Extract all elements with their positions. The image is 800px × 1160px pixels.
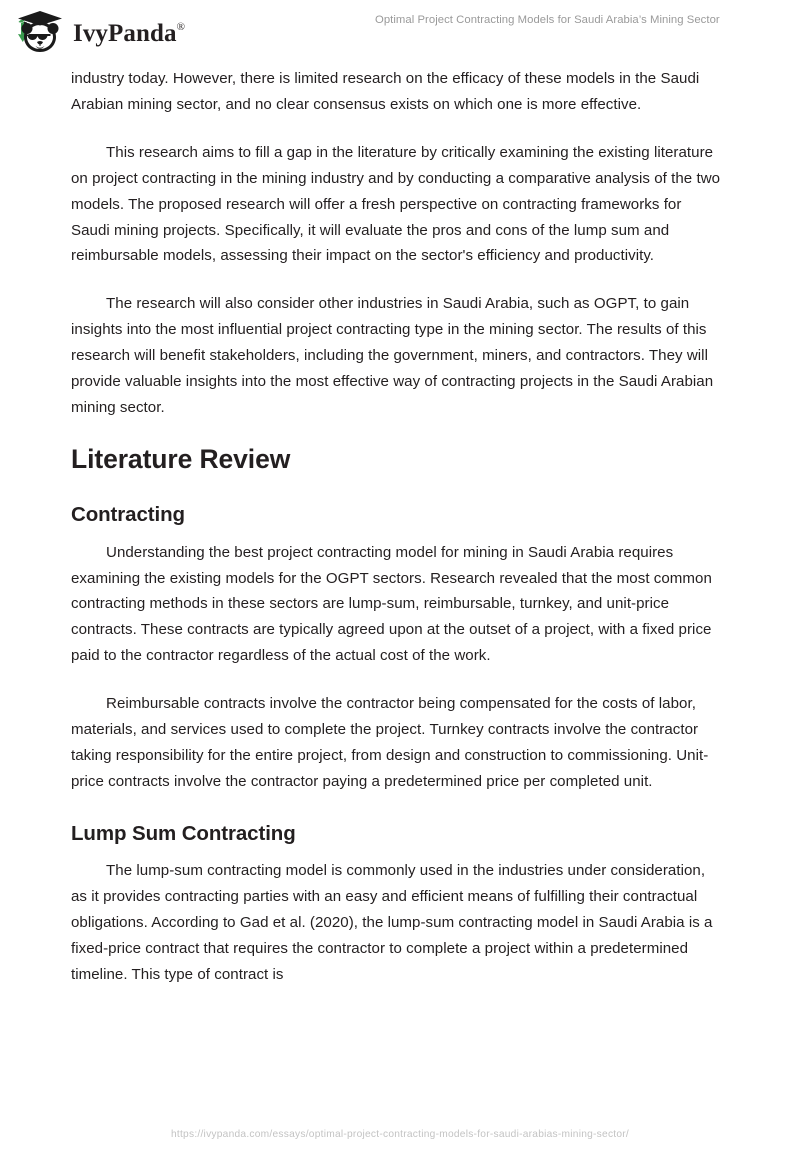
heading-literature-review: Literature Review xyxy=(71,443,291,474)
heading-lump-sum-contracting: Lump Sum Contracting xyxy=(71,821,296,845)
ivypanda-logo-link[interactable] xyxy=(14,9,185,55)
paragraph-lump-sum: The lump-sum contracting model is commonly used in the industries under consideration, as it provides contracting parties with an easy and efficient means of fulfilling their contractual obligations. According to Gad et al. (2020), the lump-sum contracting model in Saudi Arabia is a fixed-price contract that requires the contractor to complete a project within a predetermined timeline. This type of contract is xyxy=(71,862,713,984)
page-footer xyxy=(0,1124,800,1142)
brand-wordmark: IvyPanda® xyxy=(73,19,186,47)
running-head-title: Optimal Project Contracting Models for Saudi Arabia’s Mining Sector xyxy=(375,14,720,26)
paragraph-other-industries: The research will also consider other industries in Saudi Arabia, such as OGPT, to gain insights into the most influential project contracting type in the mining sector. The results of this research will benefit stakeholders, including the government, miners, and contractors. They will provide valuable insights into the most effective way of contracting projects in the Saudi Arabian mining sector. xyxy=(71,295,714,416)
document-content xyxy=(71,66,723,1010)
source-url-link[interactable]: https://ivypanda.com/essays/optimal-project-contracting-models-for-saudi-arabias-mining-sector/ xyxy=(170,1129,630,1140)
paragraph-reimbursable: Reimbursable contracts involve the contractor being compensated for the costs of labor, materials, and services used to complete the project. Turnkey contracts involve the contractor taking responsibility for the entire project, from design and construction to commissioning. Unit-price contracts involve the contractor paying a predetermined price per completed unit. xyxy=(71,695,709,790)
panda-graduate-logo-icon xyxy=(14,9,66,55)
paragraph-research-gap: This research aims to fill a gap in the literature by critically examining the existing literature on project contracting in the mining industry and by conducting a comparative analysis of the two models. The proposed research will offer a fresh perspective on contracting frameworks for Saudi mining projects. Specifically, it will evaluate the pros and cons of the lump sum and reimbursable models, assessing their impact on the sector's efficiency and productivity. xyxy=(71,143,721,265)
page-header xyxy=(0,0,800,62)
paragraph-contracting-models: Understanding the best project contracting model for mining in Saudi Arabia requires examining the existing models for the OGPT sectors. Research revealed that the most common contracting methods in these sectors are lump-sum, reimbursable, turnkey, and unit-price contracts. These contracts are typically agreed upon at the outset of a project, with a fixed price paid to the contractor regardless of the actual cost of the work. xyxy=(71,543,712,665)
paragraph-continued: industry today. However, there is limited research on the efficacy of these models in the Saudi Arabian mining sector, and no clear consensus exists on which one is more effective. xyxy=(71,70,700,113)
heading-contracting: Contracting xyxy=(71,503,185,526)
trademark-symbol: ® xyxy=(176,21,186,34)
